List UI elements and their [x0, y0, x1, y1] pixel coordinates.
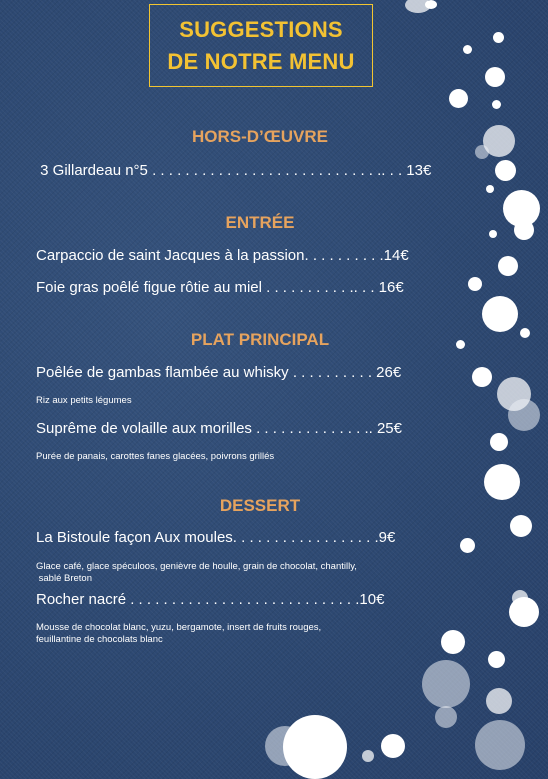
section-title-plat-principal: PLAT PRINCIPAL — [190, 330, 330, 349]
menu-note-bistoule-line2: sablé Breton — [36, 573, 92, 584]
bubble — [486, 688, 512, 714]
bubble — [449, 89, 468, 108]
bubble — [498, 256, 518, 276]
bubble — [381, 734, 405, 758]
menu-item-gambas: Poêlée de gambas flambée au whisky . . . . . . . . . . 26€ — [36, 364, 402, 381]
menu-item-foie-gras: Foie gras poêlé figue rôtie au miel . . . . . . . . . . .. . . 16€ — [36, 279, 404, 296]
bubble — [283, 715, 347, 779]
menu-note-gambas: Riz aux petits légumes — [36, 395, 132, 406]
menu-note-rocher-line2: feuillantine de chocolats blanc — [36, 634, 163, 645]
bubble — [514, 220, 534, 240]
bubble — [510, 515, 532, 537]
bubble — [472, 367, 492, 387]
menu-item-carpaccio: Carpaccio de saint Jacques à la passion. . . . . . . . . .14€ — [36, 247, 409, 264]
bubble — [475, 720, 525, 770]
bubble — [456, 340, 465, 349]
bubble — [362, 750, 374, 762]
bubble — [441, 630, 465, 654]
menu-item-bistoule: La Bistoule façon Aux moules. . . . . . . . . . . . . . . . . .9€ — [36, 529, 396, 546]
bubble — [493, 32, 504, 43]
menu-note-rocher-line1: Mousse de chocolat blanc, yuzu, bergamote, insert de fruits rouges, — [36, 622, 322, 633]
bubble — [475, 145, 489, 159]
bubble — [425, 0, 437, 9]
menu-title-line2: DE NOTRE MENU — [167, 48, 355, 74]
bubble — [520, 328, 530, 338]
bubble — [495, 160, 516, 181]
bubble — [489, 230, 497, 238]
bubble — [460, 538, 475, 553]
bubble — [468, 277, 482, 291]
menu-item-rocher-nacre: Rocher nacré . . . . . . . . . . . . . . . . . . . . . . . . . . . .10€ — [36, 591, 385, 608]
bubble — [490, 433, 508, 451]
bubble — [508, 399, 540, 431]
bubble — [463, 45, 472, 54]
menu-item-volaille: Suprême de volaille aux morilles . . . . . . . . . . . . . .. 25€ — [36, 420, 402, 437]
menu-item-gillardeau: 3 Gillardeau n°5 . . . . . . . . . . . . . . . . . . . . . . . . . . . .. . . 13€ — [36, 162, 432, 179]
section-title-dessert: DESSERT — [219, 496, 301, 515]
bubble — [482, 296, 518, 332]
menu-title-line1: SUGGESTIONS — [179, 16, 343, 42]
bubble — [485, 67, 505, 87]
menu-note-volaille: Purée de panais, carottes fanes glacées, poivrons grillés — [36, 451, 275, 462]
section-title-entree: ENTRÉE — [225, 213, 295, 232]
bubble — [422, 660, 470, 708]
bubble — [484, 464, 520, 500]
menu-title-box — [149, 4, 373, 87]
bubble — [492, 100, 501, 109]
bubble — [486, 185, 494, 193]
bubble — [488, 651, 505, 668]
menu-note-bistoule-line1: Glace café, glace spéculoos, genièvre de houlle, grain de chocolat, chantilly, — [36, 561, 357, 572]
bubble — [435, 706, 457, 728]
bubble — [509, 597, 539, 627]
section-title-hors-doeuvre: HORS-D’ŒUVRE — [191, 127, 328, 146]
